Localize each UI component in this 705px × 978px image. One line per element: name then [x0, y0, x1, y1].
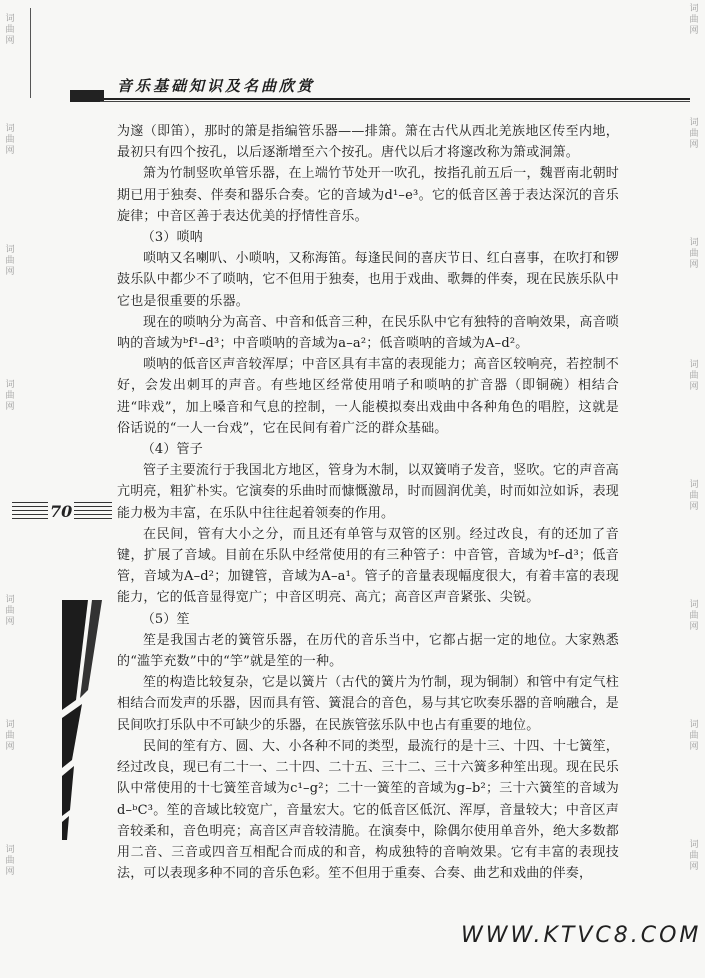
watermark-char: 网	[5, 36, 15, 46]
watermark-char: 词	[689, 4, 699, 14]
watermark-char: 曲	[689, 129, 699, 139]
watermark-char: 词	[689, 720, 699, 730]
paragraph: 唢呐的低音区声音较浑厚；中音区具有丰富的表现能力；高音区较响亮，若控制不好，会发出刺耳的声音。有些地区经常使用哨子和唢呐的扩音器（即铜碗）相结合进“咔戏”，加上嗓音和气息的控制，一人能模拟奏出戏曲中各种角色的唱腔，这就是俗话说的“一人一台戏”，它在民间有着广泛的群众基础。	[117, 357, 619, 436]
watermark-char: 网	[5, 617, 15, 627]
watermark-group	[5, 720, 14, 753]
watermark-group	[689, 720, 698, 753]
watermark-char: 词	[5, 720, 15, 730]
watermark-char: 网	[5, 742, 15, 752]
watermark-char: 网	[689, 622, 699, 632]
watermark-char: 网	[689, 742, 699, 752]
header-rule	[100, 101, 690, 102]
watermark-char: 词	[689, 600, 699, 610]
watermark-char: 词	[689, 480, 699, 490]
page-number: 70	[50, 502, 73, 521]
paragraph: 管子主要流行于我国北方地区，管身为木制，以双簧哨子发音，竖吹。它的声音高亢明亮，粗犷朴实。它演奏的乐曲时而慷慨激昂，时而圆润优美，时而如泣如诉，表现能力极为丰富，在乐队中往往起着领奏的作用。	[117, 463, 619, 521]
watermark-char: 词	[689, 238, 699, 248]
paragraph: 民间的笙有方、圆、大、小各种不同的类型，最流行的是十三、十四、十七簧笙，经过改良，现已有二十一、二十四、二十五、三十二、三十六簧多种笙出现。现在民乐队中常使用的十七簧笙音域为c¹–g²；二十一簧笙的音域为g–b²；三十六簧笙的音域为d–ᵇC³。笙的音域比较宽广，音量宏大。它的低音区低沉、浑厚，音量较大；中音区声音较柔和，音色明亮；高音区声音较清脆。在演奏中，除偶尔使用单音外，绝大多数都用二音、三音或四音互相配合而成的和音，构成独特的音响效果。它有丰富的表现技法，可以表现多种不同的音乐色彩。笙不但用于重奏、合奏、曲艺和戏曲的伴奏，	[117, 738, 619, 882]
watermark-char: 曲	[689, 371, 699, 381]
watermark-char: 曲	[5, 256, 15, 266]
watermark-char: 网	[5, 867, 15, 877]
watermark-char: 词	[5, 845, 15, 855]
watermark-char: 词	[5, 380, 15, 390]
watermark-char: 曲	[689, 249, 699, 259]
watermark-group	[689, 360, 698, 393]
watermark-char: 曲	[689, 491, 699, 501]
watermark-char: 词	[689, 840, 699, 850]
watermark-char: 曲	[689, 611, 699, 621]
watermark-char: 词	[5, 245, 15, 255]
watermark-group	[5, 595, 14, 628]
watermark-group	[689, 480, 698, 513]
watermark-char: 词	[5, 14, 15, 24]
watermark-char: 词	[689, 118, 699, 128]
watermark-group	[5, 380, 14, 413]
watermark-char: 曲	[5, 391, 15, 401]
paragraph: 笙是我国古老的簧管乐器，在历代的音乐当中，它都占据一定的地位。大家熟悉的“滥竽充数”中的“竽”就是笙的一种。	[117, 632, 619, 670]
section-heading: （4）管子	[141, 442, 203, 458]
paragraph: 为邃（即笛），那时的箫是指编管乐器——排箫。箫在古代从西北羌族地区传至内地，最初只有四个按孔，以后逐渐增至六个按孔。唐代以后才将邃改称为箫或洞箫。	[117, 124, 619, 161]
watermark-char: 网	[5, 402, 15, 412]
watermark-group	[689, 4, 698, 37]
watermark-char: 曲	[5, 856, 15, 866]
watermark-char: 网	[5, 267, 15, 277]
watermark-char: 网	[689, 26, 699, 36]
watermark-url: WWW.KTVC8.COM	[461, 923, 702, 948]
paragraph: 现在的唢呐分为高音、中音和低音三种，在民乐队中它有独特的音响效果，高音唢呐的音域为ᵇf¹–d³；中音唢呐的音域为a–a²；低音唢呐的音域为A–d²。	[117, 314, 619, 352]
watermark-char: 网	[689, 382, 699, 392]
watermark-char: 网	[689, 140, 699, 150]
watermark-char: 曲	[5, 606, 15, 616]
watermark-group	[5, 845, 14, 878]
watermark-group	[689, 118, 698, 151]
watermark-char: 曲	[689, 851, 699, 861]
watermark-char: 曲	[5, 25, 15, 35]
watermark-char: 网	[689, 260, 699, 270]
watermark-char: 曲	[5, 135, 15, 145]
watermark-group	[689, 238, 698, 271]
watermark-group	[5, 14, 14, 47]
watermark-group	[5, 245, 14, 278]
watermark-char: 网	[689, 502, 699, 512]
left-watermark-strip	[3, 0, 17, 978]
watermark-char: 词	[5, 595, 15, 605]
watermark-group	[5, 124, 14, 157]
section-heading: （3）唢呐	[141, 230, 203, 246]
watermark-char: 网	[689, 862, 699, 872]
section-heading: （5）笙	[141, 611, 190, 627]
paragraph: 在民间，管有大小之分，而且还有单管与双管的区别。经过改良，有的还加了音键，扩展了音域。目前在乐队中经常使用的有三种管子：中音管，音域为ᵇf–d³；低音管，音域为A–d²；加键管，音域为A–a¹。管子的音量表现幅度很大，有着丰富的表现能力，它的低音显得宽广；中音区明亮、高亢；高音区声音紧张、尖锐。	[117, 526, 619, 606]
watermark-group	[689, 840, 698, 873]
header-rule	[100, 98, 690, 100]
running-header-title: 音乐基础知识及名曲欣赏	[117, 77, 316, 95]
watermark-char: 曲	[5, 731, 15, 741]
right-watermark-strip	[687, 0, 701, 978]
watermark-group	[689, 600, 698, 633]
watermark-char: 词	[689, 360, 699, 370]
body-text	[117, 121, 619, 884]
watermark-char: 曲	[689, 15, 699, 25]
paragraph: 唢呐又名喇叭、小唢呐，又称海笛。每逢民间的喜庆节日、红白喜事，在吹打和锣鼓乐队中都少不了唢呐，它不但用于独奏，也用于戏曲、歌舞的伴奏，现在民族乐队中它也是很重要的乐器。	[117, 251, 619, 309]
paragraph: 笙的构造比较复杂，它是以簧片（古代的簧片为竹制，现为铜制）和管中有定气柱相结合而发声的乐器，因而具有管、簧混合的音色，易与其它吹奏乐器的音响融合，是民间吹打乐队中不可缺少的乐器，在民族管弦乐队中也占有重要的地位。	[117, 675, 619, 733]
header-ornament	[70, 90, 104, 102]
watermark-char: 网	[5, 146, 15, 156]
watermark-char: 词	[5, 124, 15, 134]
stripe-decoration	[62, 600, 110, 840]
watermark-char: 曲	[689, 731, 699, 741]
paragraph: 箫为竹制竖吹单管乐器，在上端竹节处开一吹孔，按指孔前五后一，魏晋南北朝时期已用于独奏、伴奏和器乐合奏。它的音域为d¹–e³。它的低音区善于表达深沉的音乐旋律；中音区善于表达优美的抒情性音乐。	[117, 166, 619, 224]
